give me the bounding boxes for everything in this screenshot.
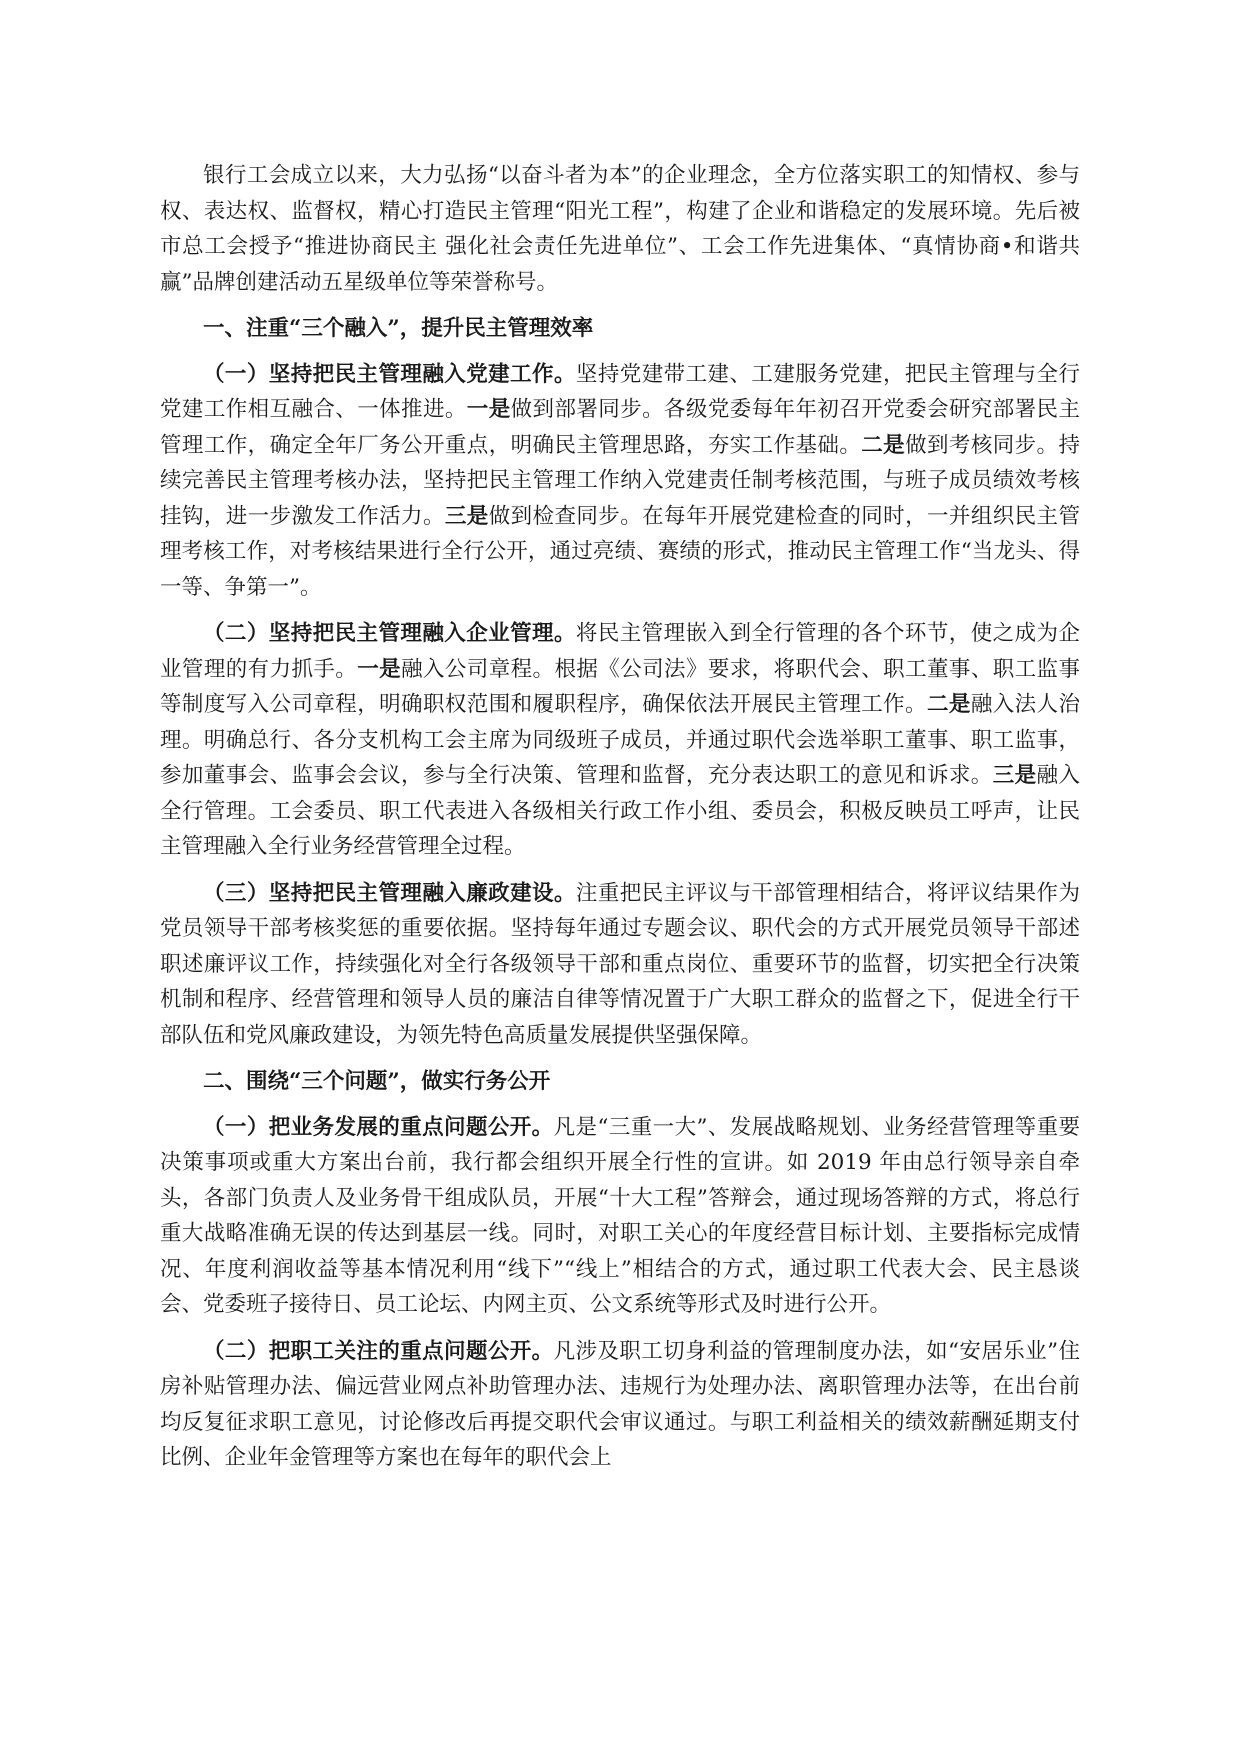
paragraph-text: 做到检查同步。在每年开展党建检查的同时，一并组织民主管理考核工作，对考核结果进行全行公开，通过亮绩、赛绩的形式，推动民主管理工作“当龙头、得一等、争第一”。 bbox=[160, 503, 1080, 600]
paragraph-employee-disclosure bbox=[160, 1334, 1080, 1476]
point-keyword: 二是 bbox=[861, 432, 906, 458]
paragraph-enterprise-management bbox=[160, 616, 1080, 865]
subsection-title: （一）把业务发展的重点问题公开。 bbox=[203, 1114, 554, 1140]
point-keyword: 一是 bbox=[357, 656, 402, 682]
paragraph-text: 凡涉及职工切身利益的管理制度办法，如“安居乐业”住房补贴管理办法、偏远营业网点补助管理办法、违规行为处理办法、离职管理办法等，在出台前均反复征求职工意见，讨论修改后再提交职代会审议通过。与职工利益相关的绩效薪酬延期支付比例、企业年金管理等方案也在每年的职代会上 bbox=[160, 1338, 1080, 1470]
paragraph-text: 坚持党建带工建、工建服务党建，把民主管理与全行党建工作相互融合、一体推进。 bbox=[160, 361, 1080, 422]
point-keyword: 二是 bbox=[926, 692, 971, 717]
paragraph-text: 将民主管理嵌入到全行管理的各个环节，使之成为企业管理的有力抓手。 bbox=[160, 621, 1080, 682]
paragraph-party-building bbox=[160, 357, 1080, 606]
subsection-title: （三）坚持把民主管理融入廉政建设。 bbox=[203, 880, 576, 906]
point-keyword: 三是 bbox=[444, 503, 489, 529]
document-page bbox=[160, 158, 1080, 1487]
paragraph-text: 融入全行管理。工会委员、职工代表进入各级相关行政工作小组、委员会，积极反映员工呼声，让民主管理融入全行业务经营管理全过程。 bbox=[160, 763, 1080, 859]
subsection-title: （二）坚持把民主管理融入企业管理。 bbox=[203, 621, 576, 646]
point-keyword: 三是 bbox=[992, 763, 1037, 788]
paragraph-text: 融入公司章程。根据《公司法》要求，将职代会、职工董事、职工监事等制度写入公司章程，明确职权范围和履职程序，确保依法开展民主管理工作。 bbox=[160, 656, 1080, 717]
section-heading-1: 一、注重“三个融入”，提升民主管理效率 bbox=[203, 316, 594, 341]
point-keyword: 一是 bbox=[466, 397, 511, 422]
paragraph-business-disclosure bbox=[160, 1110, 1080, 1323]
paragraph-text: 融入法人治理。明确总行、各分支机构工会主席为同级班子成员，并通过职代会选举职工董事、职工监事，参加董事会、监事会会议，参与全行决策、管理和监督，充分表达职工的意见和诉求。 bbox=[160, 692, 1080, 788]
paragraph-text: 做到部署同步。各级党委每年年初召开党委会研究部署民主管理工作，确定全年厂务公开重点，明确民主管理思路，夯实工作基础。 bbox=[160, 397, 1080, 458]
intro-paragraph: 银行工会成立以来，大力弘扬“以奋斗者为本”的企业理念，全方位落实职工的知情权、参与权、表达权、监督权，精心打造民主管理“阳光工程”，构建了企业和谐稳定的发展环境。先后被市总工会授予“推进协商民主 强化社会责任先进单位”、工会工作先进集体、“真情协商•和谐共赢”品牌创建活动五星级单位等荣誉称号。 bbox=[160, 163, 1080, 295]
subsection-title: （一）坚持把民主管理融入党建工作。 bbox=[203, 361, 576, 387]
paragraph-text: 凡是“三重一大”、发展战略规划、业务经营管理等重要决策事项或重大方案出台前，我行都会组织开展全行性的宣讲。如 2019 年由总行领导亲自牵头，各部门负责人及业务骨干组成队员，开展“十大工程”答辩会，通过现场答辩的方式，将总行重大战略准确无误的传达到基层一线。同时，对职工关心的年度经营目标计划、主要指标完成情况、年度利润收益等基本情况利用“线下”“线上”相结合的方式，通过职工代表大会、民主恳谈会、党委班子接待日、员工论坛、内网主页、公文系统等形式及时进行公开。 bbox=[160, 1114, 1080, 1317]
paragraph-clean-governance bbox=[160, 876, 1080, 1054]
section-heading-2: 二、围绕“三个问题”，做实行务公开 bbox=[203, 1069, 551, 1094]
subsection-title: （二）把职工关注的重点问题公开。 bbox=[203, 1338, 554, 1364]
paragraph-text: 做到考核同步。持续完善民主管理考核办法，坚持把民主管理工作纳入党建责任制考核范围，与班子成员绩效考核挂钩，进一步激发工作活力。 bbox=[160, 432, 1080, 529]
paragraph-text: 注重把民主评议与干部管理相结合，将评议结果作为党员领导干部考核奖惩的重要依据。坚持每年通过专题会议、职代会的方式开展党员领导干部述职述廉评议工作，持续强化对全行各级领导干部和重点岗位、重要环节的监督，切实把全行决策机制和程序、经营管理和领导人员的廉洁自律等情况置于广大职工群众的监督之下，促进全行干部队伍和党风廉政建设，为领先特色高质量发展提供坚强保障。 bbox=[160, 880, 1080, 1048]
